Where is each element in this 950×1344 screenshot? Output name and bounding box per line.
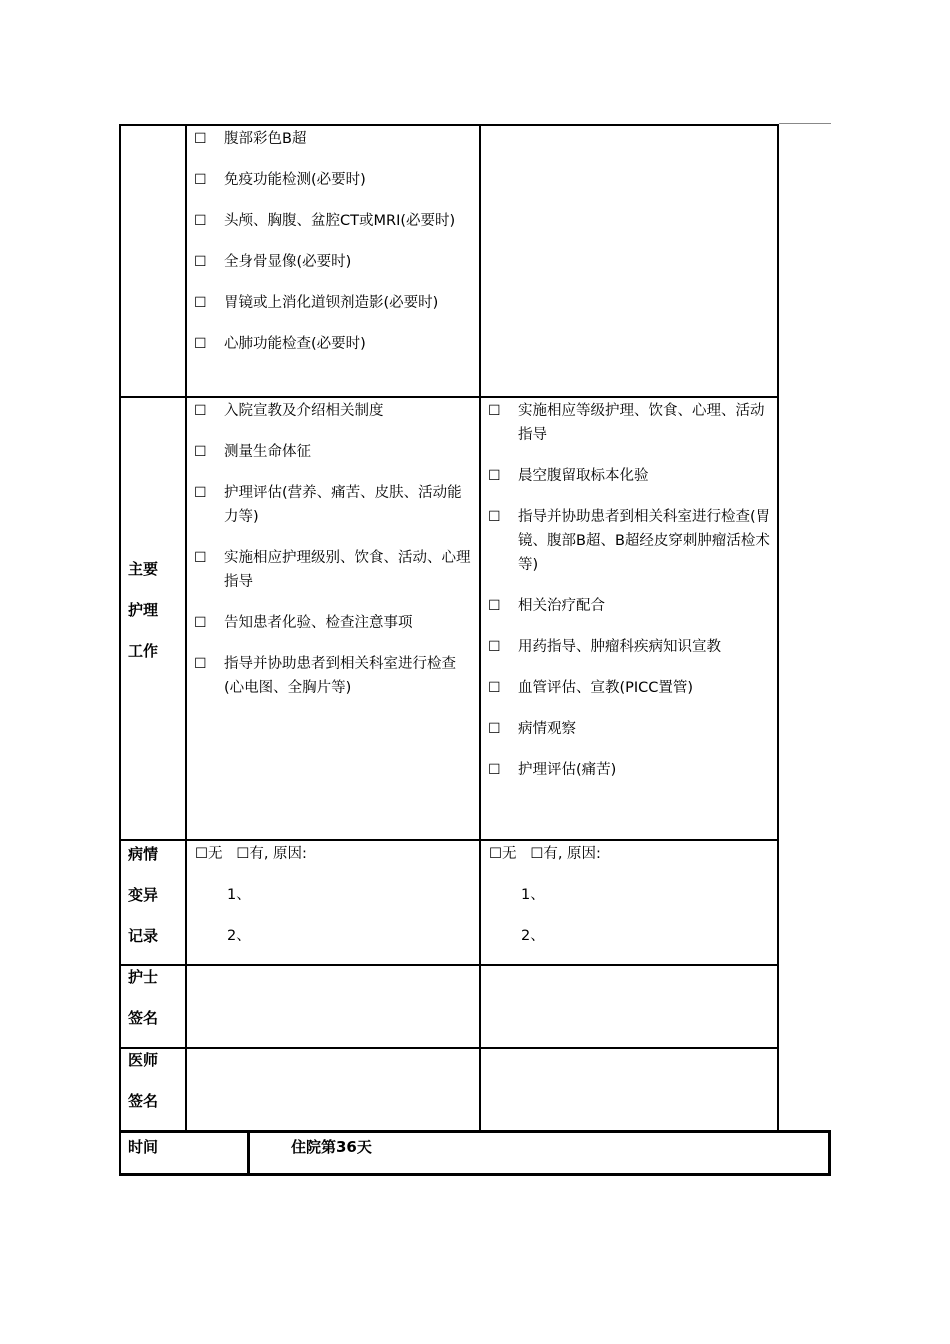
exam-item-label: 胃镜或上消化道钡剂造影(必要时)	[224, 295, 439, 311]
nursing-item	[488, 758, 773, 782]
time-row-right-border	[828, 1130, 831, 1176]
nursing-item	[194, 546, 476, 594]
nursing-item	[488, 464, 773, 488]
exam-item-label: 免疫功能检测(必要时)	[224, 172, 366, 188]
nursing-item-label: 告知患者化验、检查注意事项	[224, 615, 413, 631]
exam-item-label: 腹部彩色B超	[224, 131, 307, 147]
table-left-border	[119, 124, 121, 1176]
checkbox-icon[interactable]: ☐	[194, 656, 207, 672]
variation-reason-1: 1、	[227, 887, 251, 903]
exam-item-label: 头颅、胸腹、盆腔CT或MRI(必要时)	[224, 213, 456, 229]
doctor-sign-label	[128, 1040, 183, 1122]
row-label-line: 医师	[128, 1051, 159, 1069]
checkbox-icon[interactable]: ☐	[488, 403, 501, 419]
nursing-item	[488, 399, 773, 447]
exam-item-label: 全身骨显像(必要时)	[224, 254, 352, 270]
exam-item	[194, 250, 476, 274]
nursing-item	[488, 717, 773, 741]
checkbox-icon[interactable]: ☐	[194, 172, 207, 188]
checkbox-icon[interactable]: ☐	[488, 639, 501, 655]
exam-item	[194, 332, 476, 356]
nursing-item	[194, 652, 476, 700]
nursing-item-label: 晨空腹留取标本化验	[518, 468, 649, 484]
nursing-item	[488, 505, 773, 577]
nursing-list-col2	[488, 399, 773, 799]
nursing-item-label: 指导并协助患者到相关科室进行检查(胃镜、腹部B超、B超经皮穿刺肿瘤活检术等)	[518, 509, 771, 573]
nursing-item	[194, 440, 476, 464]
checkbox-icon[interactable]: ☐	[194, 336, 207, 352]
variation-reason-2: 2、	[521, 928, 545, 944]
checkbox-icon[interactable]: ☐	[488, 680, 501, 696]
row-label-line: 变异	[128, 886, 159, 904]
doctor-signature-field-col2[interactable]	[481, 1049, 777, 1130]
checkbox-icon[interactable]: ☐	[194, 403, 207, 419]
row-label-line: 记录	[128, 927, 159, 945]
row-label-line: 工作	[128, 642, 159, 660]
nursing-item-label: 用药指导、肿瘤科疾病知识宣教	[518, 639, 721, 655]
checkbox-icon[interactable]: ☐	[488, 509, 501, 525]
checkbox-icon[interactable]: ☐	[488, 468, 501, 484]
nurse-signature-field-col1[interactable]	[187, 966, 479, 1047]
checkbox-icon[interactable]: ☐	[194, 550, 207, 566]
checkbox-icon[interactable]: ☐	[194, 131, 207, 147]
variation-row-label	[128, 834, 183, 957]
time-row-divider	[247, 1130, 250, 1176]
exam-item-label: 心肺功能检查(必要时)	[224, 336, 366, 352]
time-row-top-border	[119, 1130, 831, 1133]
nursing-item-label: 入院宣教及介绍相关制度	[224, 403, 384, 419]
exam-item	[194, 127, 476, 151]
variation-record-col2	[489, 834, 774, 957]
nursing-list-col1	[194, 399, 476, 717]
variation-reason-1: 1、	[521, 887, 545, 903]
variation-record-col1	[195, 834, 475, 957]
row-divider-1	[119, 396, 779, 398]
nurse-sign-label	[128, 957, 183, 1039]
checkbox-icon[interactable]: ☐	[488, 721, 501, 737]
nursing-item-label: 病情观察	[518, 721, 576, 737]
nursing-item-label: 实施相应等级护理、饮食、心理、活动指导	[518, 403, 765, 443]
variation-options[interactable]: ☐无 ☐有, 原因:	[195, 846, 307, 862]
time-label: 时间	[128, 1138, 159, 1156]
nursing-item-label: 护理评估(营养、痛苦、皮肤、活动能力等)	[224, 485, 462, 525]
hospital-day-value: 住院第36天	[291, 1138, 372, 1156]
nursing-row-label	[128, 549, 183, 672]
exam-item	[194, 291, 476, 315]
doctor-signature-field-col1[interactable]	[187, 1049, 479, 1130]
exam-list	[194, 127, 476, 373]
variation-reason-2: 2、	[227, 928, 251, 944]
checkbox-icon[interactable]: ☐	[194, 444, 207, 460]
checkbox-icon[interactable]: ☐	[194, 485, 207, 501]
nursing-item-label: 实施相应护理级别、饮食、活动、心理指导	[224, 550, 471, 590]
exam-item	[194, 168, 476, 192]
nursing-item-label: 相关治疗配合	[518, 598, 605, 614]
row-label-line: 病情	[128, 845, 159, 863]
nursing-item	[194, 481, 476, 529]
variation-options[interactable]: ☐无 ☐有, 原因:	[489, 846, 601, 862]
checkbox-icon[interactable]: ☐	[194, 213, 207, 229]
nursing-item	[488, 635, 773, 659]
nursing-item	[194, 611, 476, 635]
row-label-line: 签名	[128, 1009, 159, 1027]
time-row-bottom-border	[119, 1173, 831, 1176]
nursing-item	[488, 676, 773, 700]
nursing-item-label: 指导并协助患者到相关科室进行检查(心电图、全胸片等)	[224, 656, 456, 696]
table-top-border	[119, 124, 779, 126]
checkbox-icon[interactable]: ☐	[194, 295, 207, 311]
row-label-line: 护士	[128, 968, 159, 986]
nurse-signature-field-col2[interactable]	[481, 966, 777, 1047]
checkbox-icon[interactable]: ☐	[194, 254, 207, 270]
nursing-item-label: 测量生命体征	[224, 444, 311, 460]
nursing-item-label: 护理评估(痛苦)	[518, 762, 617, 778]
row-label-line: 主要	[128, 560, 159, 578]
table-top-border-extension	[779, 123, 831, 124]
nursing-item	[194, 399, 476, 423]
table-right-border	[777, 124, 779, 1132]
checkbox-icon[interactable]: ☐	[488, 598, 501, 614]
row-label-line: 护理	[128, 601, 159, 619]
row-label-line: 签名	[128, 1092, 159, 1110]
nursing-item	[488, 594, 773, 618]
nursing-item-label: 血管评估、宣教(PICC置管)	[518, 680, 694, 696]
exam-item	[194, 209, 476, 233]
checkbox-icon[interactable]: ☐	[194, 615, 207, 631]
checkbox-icon[interactable]: ☐	[488, 762, 501, 778]
